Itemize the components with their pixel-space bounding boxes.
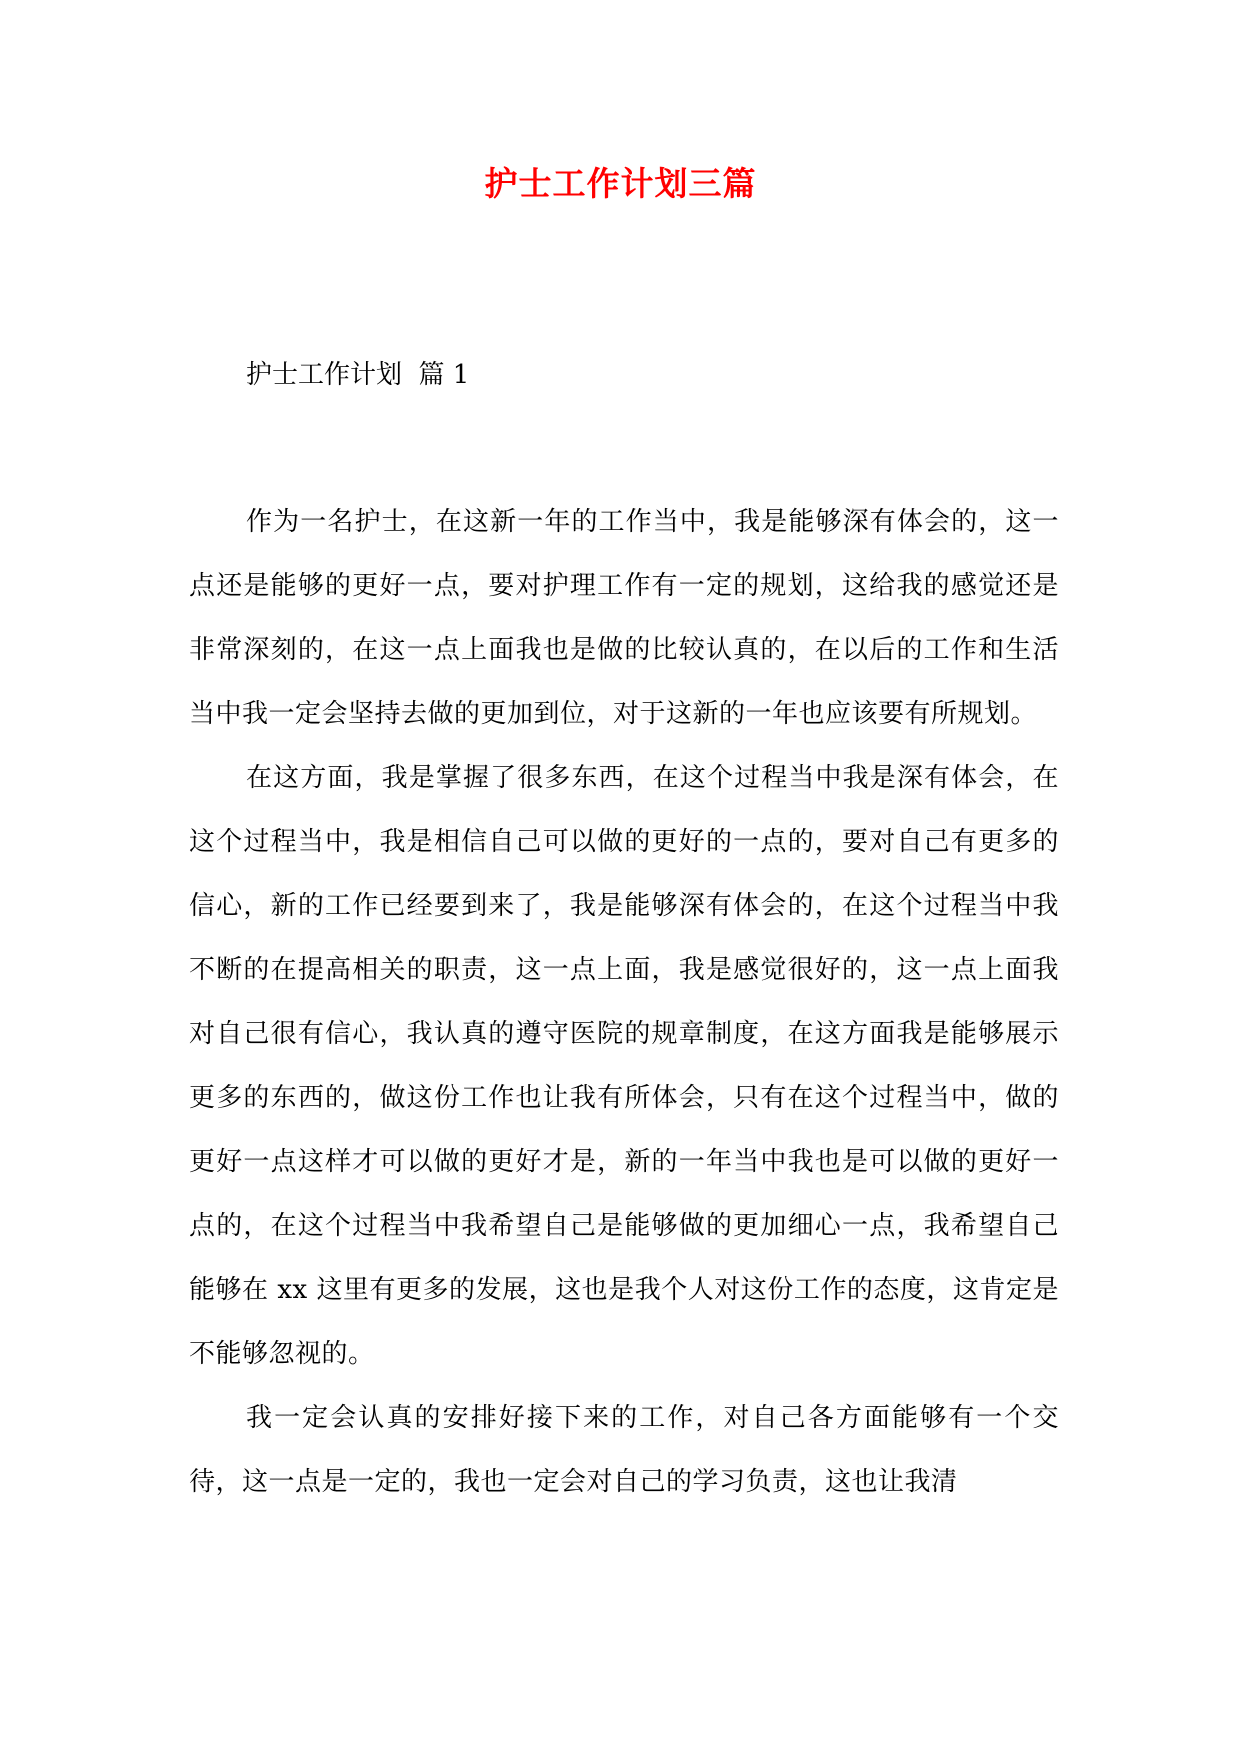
paragraph: 我一定会认真的安排好接下来的工作，对自己各方面能够有一个交待，这一点是一定的，我也一定会对自己的学习负责，这也让我清 — [189, 1403, 1059, 1497]
document-title: 护士工作计划三篇 — [484, 164, 757, 203]
document-body — [189, 490, 1059, 1514]
paragraph: 作为一名护士，在这新一年的工作当中，我是能够深有体会的，这一点还是能够的更好一点，要对护理工作有一定的规划，这给我的感觉还是非常深刻的，在这一点上面我也是做的比较认真的，在以后的工作和生活当中我一定会坚持去做的更加到位，对于这新的一年也应该要有所规划。 — [189, 507, 1059, 729]
paragraph: 在这方面，我是掌握了很多东西，在这个过程当中我是深有体会，在这个过程当中，我是相信自己可以做的更好的一点的，要对自己有更多的信心，新的工作已经要到来了，我是能够深有体会的，在这个过程当中我不断的在提高相关的职责，这一点上面，我是感觉很好的，这一点上面我对自己很有信心，我认真的遵守医院的规章制度，在这方面我是能够展示更多的东西的，做这份工作也让我有所体会，只有在这个过程当中，做的更好一点这样才可以做的更好才是，新的一年当中我也是可以做的更好一点的，在这个过程当中我希望自己是能够做的更加细心一点，我希望自己能够在 xx 这里有更多的发展，这也是我个人对这份工作的态度，这肯定是不能够忽视的。 — [189, 763, 1059, 1369]
section-heading: 护士工作计划 篇 1 — [246, 360, 470, 390]
